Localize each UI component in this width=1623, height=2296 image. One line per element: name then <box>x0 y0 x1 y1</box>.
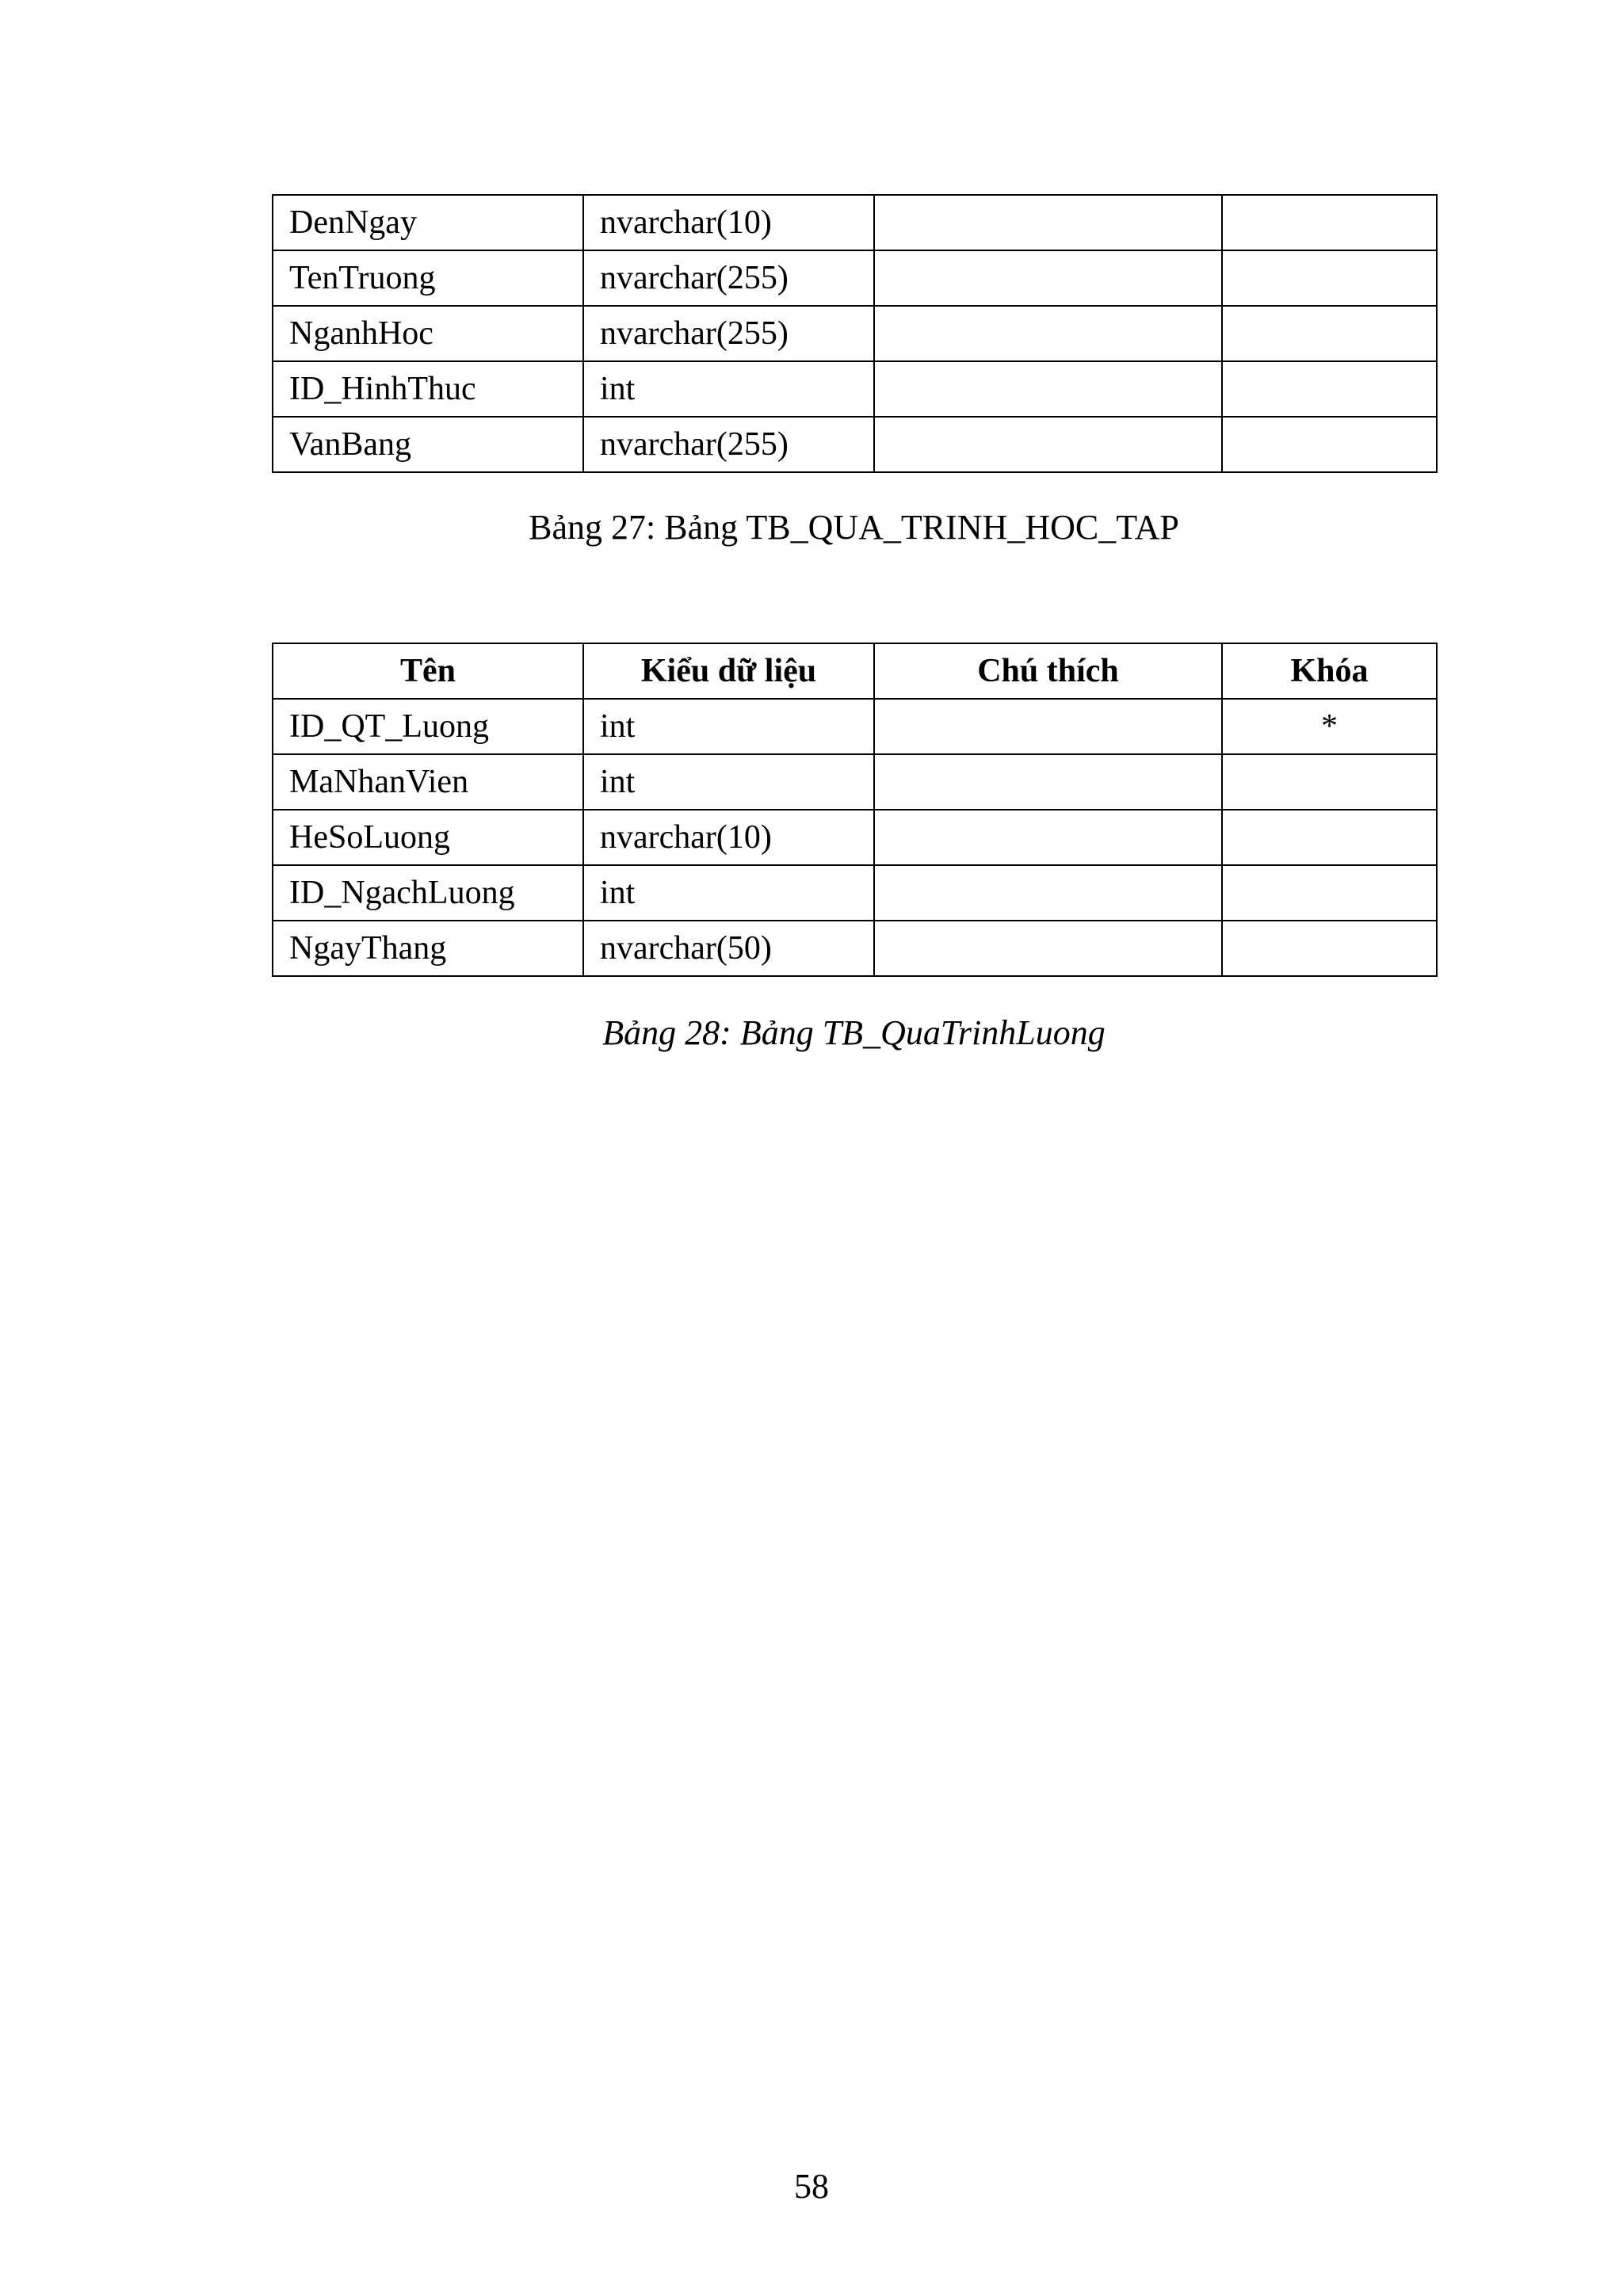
key-cell <box>1222 250 1437 306</box>
key-cell: * <box>1222 699 1437 754</box>
data-type-cell: nvarchar(255) <box>583 417 874 472</box>
column-name-cell: ID_QT_Luong <box>273 699 583 754</box>
column-name-cell: ID_NgachLuong <box>273 865 583 921</box>
table-row <box>273 865 1437 921</box>
note-cell <box>874 306 1222 361</box>
key-cell <box>1222 306 1437 361</box>
note-cell <box>874 921 1222 976</box>
column-name-cell: NganhHoc <box>273 306 583 361</box>
note-cell <box>874 417 1222 472</box>
column-name-cell: VanBang <box>273 417 583 472</box>
table-row <box>273 810 1437 865</box>
data-type-cell: nvarchar(10) <box>583 810 874 865</box>
note-cell <box>874 361 1222 417</box>
data-type-cell: nvarchar(10) <box>583 195 874 250</box>
table-row <box>273 417 1437 472</box>
header-note: Chú thích <box>874 643 1222 699</box>
table-27-caption: Bảng 27: Bảng TB_QUA_TRINH_HOC_TAP <box>529 508 1179 547</box>
table-qua-trinh-hoc-tap <box>272 194 1438 473</box>
table-row <box>273 921 1437 976</box>
column-name-cell: TenTruong <box>273 250 583 306</box>
header-name: Tên <box>273 643 583 699</box>
key-cell <box>1222 921 1437 976</box>
note-cell <box>874 865 1222 921</box>
key-cell <box>1222 195 1437 250</box>
key-cell <box>1222 754 1437 810</box>
note-cell <box>874 810 1222 865</box>
data-type-cell: int <box>583 699 874 754</box>
note-cell <box>874 250 1222 306</box>
table-qua-trinh-luong <box>272 643 1438 977</box>
table-row <box>273 361 1437 417</box>
note-cell <box>874 699 1222 754</box>
key-cell <box>1222 417 1437 472</box>
table-row <box>273 195 1437 250</box>
data-type-cell: nvarchar(50) <box>583 921 874 976</box>
data-type-cell: int <box>583 361 874 417</box>
column-name-cell: MaNhanVien <box>273 754 583 810</box>
key-cell <box>1222 810 1437 865</box>
data-type-cell: nvarchar(255) <box>583 306 874 361</box>
data-type-cell: int <box>583 754 874 810</box>
header-data-type: Kiểu dữ liệu <box>583 643 874 699</box>
data-type-cell: int <box>583 865 874 921</box>
note-cell <box>874 195 1222 250</box>
table-row <box>273 754 1437 810</box>
key-cell <box>1222 865 1437 921</box>
table-28-caption: Bảng 28: Bảng TB_QuaTrinhLuong <box>602 1013 1106 1052</box>
table-row <box>273 250 1437 306</box>
page-number: 58 <box>794 2167 829 2206</box>
column-name-cell: DenNgay <box>273 195 583 250</box>
key-cell <box>1222 361 1437 417</box>
note-cell <box>874 754 1222 810</box>
table-row <box>273 699 1437 754</box>
column-name-cell: ID_HinhThuc <box>273 361 583 417</box>
data-type-cell: nvarchar(255) <box>583 250 874 306</box>
column-name-cell: HeSoLuong <box>273 810 583 865</box>
column-name-cell: NgayThang <box>273 921 583 976</box>
table-row <box>273 306 1437 361</box>
header-key: Khóa <box>1222 643 1437 699</box>
table-header-row <box>273 643 1437 699</box>
